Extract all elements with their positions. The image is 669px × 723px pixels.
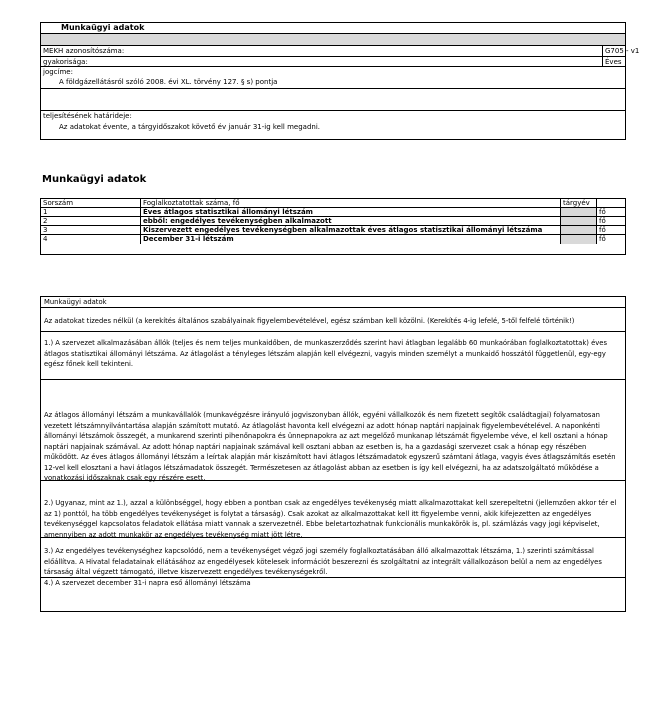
- notes-paragraph-3: 2.) Ugyanaz, mint az 1.), azzal a különbséggel, hogy ebben a pontban csak az engedélyes tevékenység miatt alkalmazottakat kell szerepeltetni (jellemzően akkor tér el az 1) ponttól, ha több engedélyes tevékenységet is folytat a társaság). Csak azokat az alkalmazottakat kell itt figyelembe venni, akik kifejezetten az engedélyes tevékenységgel kapcsolatos feladatok ellátása miatt vannak a szervezetnél. Ebbe beletartozhatnak funkcionális munkakörök is, pl. számlázás vagy jogi képviselet, amennyiben az adott munkakör az engedélyes tevékenység miatt jött létre.: [41, 481, 625, 538]
- row-number: 2: [41, 217, 141, 225]
- table-row: [41, 217, 625, 226]
- row-number: 4: [41, 235, 141, 244]
- gap-row: [41, 89, 625, 111]
- table-row: [41, 235, 625, 244]
- header-grey-band: [41, 34, 625, 46]
- row-unit: fő: [599, 217, 606, 225]
- row-number: 3: [41, 226, 141, 234]
- notes-paragraph-1: 1.) A szervezet alkalmazásában állók (teljes és nem teljes munkaidőben, de munkaszerződés szerint havi átlagban legalább 60 munkaórában foglalkoztatottak) éves átlagos statisztikai állományi létszáma. Az átlagolást a tényleges létszám alapján kell elvégezni, vagyis minden személyt a munkaidő hosszától függetlenül, egy-egy egész főnek kell tekinteni.: [41, 332, 625, 380]
- row-number: 1: [41, 208, 141, 216]
- legal-value: A földgázellátásról szóló 2008. évi XL. törvény 127. § s) pontja: [59, 78, 278, 86]
- mekh-row: [41, 46, 640, 57]
- notes-intro: Az adatokat tizedes nélkül (a kerekítés általános szabályainak figyelembevételével, egész számban kell közölni. (Kerekítés 4-ig lefelé, 5-től felfelé történik!): [41, 308, 625, 332]
- deadline-label-row: [41, 111, 625, 122]
- section-title: Munkaügyi adatok: [42, 174, 147, 185]
- row-label: ebből: engedélyes tevékenységben alkalmazott: [141, 217, 561, 225]
- mekh-label: MEKH azonosítószáma:: [43, 47, 125, 55]
- legal-label-row: [41, 67, 625, 77]
- frequency-row: [41, 57, 625, 67]
- legal-value-row: [41, 77, 625, 89]
- deadline-value-row: [41, 122, 625, 139]
- header-box: [40, 22, 640, 140]
- header-unit: [597, 199, 625, 207]
- row-value-input[interactable]: [561, 217, 597, 225]
- deadline-label: teljesítésének határideje:: [43, 112, 132, 120]
- row-value-input[interactable]: [561, 235, 597, 244]
- header-title: Munkaügyi adatok: [41, 23, 625, 34]
- table-header-row: [41, 199, 625, 208]
- header-targyev: tárgyév: [561, 199, 597, 207]
- row-label: December 31-i létszám: [141, 235, 561, 244]
- table-row: [41, 226, 625, 235]
- row-label: Kiszervezett engedélyes tevékenységben alkalmazottak éves átlagos statisztikai állományi létszáma: [141, 226, 561, 234]
- row-unit: fő: [599, 208, 606, 216]
- frequency-value: Éves: [602, 57, 622, 66]
- notes-paragraph-2: Az átlagos állományi létszám a munkavállalók (munkavégzésre irányuló jogviszonyban állók, egyéni vállalkozók és nem fizetett segítők családtagjai) folyamatosan vezetett létszámnyilvántartása alapján számított mutató. Az átlagolást havonta kell elvégezni az adott hónap naptári napjainak figyelembevételével. A naponkénti állományi létszámok összegét, a munkarend szerinti pihenőnapokra és ünnepnapokra az azt megelőző munkanap létszámát figyelembe véve, el kell osztani a hónap naptári napjainak számával. Az adott hónap naptári napjainak számával kell osztani abban az esetben is, ha a gazdasági szervezet csak a hónap egy részében működött. Az éves átlagos állományi létszám a leírtak alapján már kiszámított havi átlagos létszámadatok egyszerű számtani átlaga, vagyis éves átlagszámítás esetén 12-vel kell elosztani a havi átlagos létszámadatok összegét. Természetesen az átlagolást abban az esetben is így kell elvégezni, ha az adatszolgáltató működése a vonatkozási időszaknak csak egy részére esett.: [41, 380, 625, 481]
- row-label: Éves átlagos statisztikai állományi létszám: [141, 208, 561, 216]
- deadline-value: Az adatokat évente, a tárgyidőszakot követő év január 31-ig kell megadni.: [59, 123, 320, 131]
- notes-paragraph-4: 3.) Az engedélyes tevékenységhez kapcsolódó, nem a tevékenységet végző jogi személy foglalkoztatásában álló alkalmazottak létszáma, 1.) szerinti számítással előállítva. A Hivatal feladatainak ellátásához az engedélyesek kötelesek információt beszerezni és szolgáltatni az integrált vállalkozáson belül a nem az engedélyes társaság által végzett támogató, illetve kiszervezett engedélyes tevékenységekről.: [41, 538, 625, 578]
- notes-title: Munkaügyi adatok: [41, 297, 625, 308]
- row-unit: fő: [599, 226, 606, 234]
- data-table: [40, 198, 626, 255]
- header-sorszam: Sorszám: [41, 199, 141, 207]
- mekh-value: G705 - v1: [602, 46, 639, 56]
- table-row: [41, 208, 625, 217]
- row-value-input[interactable]: [561, 226, 597, 234]
- row-unit: fő: [599, 235, 606, 243]
- notes-paragraph-5: 4.) A szervezet december 31-i napra eső állományi létszáma: [44, 579, 251, 587]
- legal-label: jogcíme:: [43, 68, 73, 76]
- notes-box: [40, 296, 626, 612]
- header-foglalkoztatottak: Foglalkoztatottak száma, fő: [141, 199, 561, 207]
- frequency-label: gyakorisága:: [43, 58, 88, 66]
- row-value-input[interactable]: [561, 208, 597, 216]
